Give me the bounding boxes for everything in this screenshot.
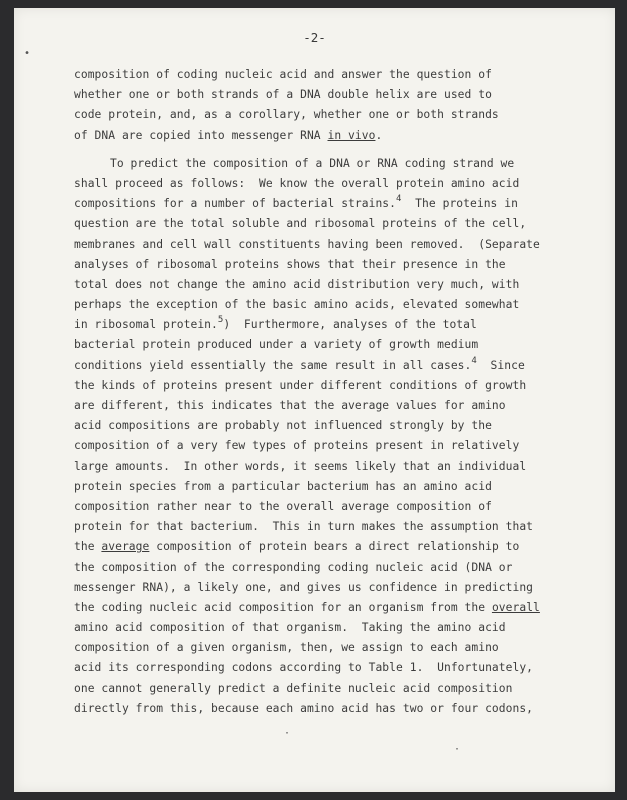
text-segment: compositions for a number of bacterial strains. [74, 197, 397, 211]
text-line [74, 436, 594, 456]
text-line [74, 105, 594, 125]
paper-speck: · [284, 728, 291, 739]
text-line [74, 618, 594, 638]
text-segment: the composition of the corresponding coding nucleic acid (DNA or [74, 560, 513, 574]
text-line [74, 214, 594, 234]
text-segment: The proteins in [401, 197, 518, 211]
text-segment: membranes and cell wall constituents having been removed. (Separate [74, 237, 540, 251]
text-line [74, 275, 594, 295]
text-segment: whether one or both strands of a DNA double helix are used to [74, 88, 492, 102]
text-line [74, 517, 594, 537]
text-segment: messenger RNA), a likely one, and gives us confidence in predicting [74, 580, 534, 594]
text-segment: question are the total soluble and ribosomal proteins of the cell, [74, 217, 527, 231]
text-segment: To predict the composition of a DNA or RNA coding strand we [110, 156, 515, 170]
text-line [74, 65, 594, 85]
text-segment: composition of a very few types of proteins present in relatively [74, 439, 520, 453]
underlined-word: in vivo [327, 128, 376, 142]
paragraph-1 [74, 65, 594, 146]
text-line [74, 638, 594, 658]
text-segment: in ribosomal protein. [74, 318, 218, 332]
text-segment: code protein, and, as a corollary, whether one or both strands [74, 108, 499, 122]
text-line [74, 457, 594, 477]
text-segment: protein for that bacterium. This in turn makes the assumption that [74, 520, 534, 534]
footnote-reference: 5 [217, 315, 224, 326]
text-line [74, 295, 594, 315]
text-segment: directly from this, because each amino acid has two or four codons, [74, 701, 534, 715]
text-segment: composition of a given organism, then, we assign to each amino [74, 641, 499, 655]
text-line [74, 558, 594, 578]
text-line [74, 194, 594, 214]
text-line [74, 315, 594, 335]
text-segment: one cannot generally predict a definite nucleic acid composition [74, 681, 513, 695]
text-line [74, 356, 594, 376]
paper-speck: • [24, 48, 31, 59]
text-line [74, 396, 594, 416]
text-segment: amino acid composition of that organism. Taking the amino acid [74, 621, 506, 635]
footnote-reference: 4 [471, 355, 477, 366]
text-line [74, 658, 594, 678]
typewritten-page [14, 8, 615, 792]
text-segment: perhaps the exception of the basic amino acids, elevated somewhat [74, 298, 520, 312]
text-line [74, 174, 594, 194]
text-line [74, 85, 594, 105]
text-line [74, 679, 594, 699]
text-segment: conditions yield essentially the same result in all cases. [74, 358, 472, 372]
text-line [74, 699, 594, 719]
text-line [74, 477, 594, 497]
text-line [74, 578, 594, 598]
text-segment: . [375, 128, 383, 142]
text-line [74, 255, 594, 275]
text-line [74, 335, 594, 355]
text-segment: acid its corresponding codons according to Table 1. Unfortunately, [74, 661, 534, 675]
text-line [74, 497, 594, 517]
text-segment: Since [476, 358, 525, 372]
text-segment: composition rather near to the overall average composition of [74, 499, 492, 513]
text-line [74, 235, 594, 255]
text-line [74, 598, 594, 618]
text-segment: are different, this indicates that the average values for amino [74, 399, 506, 412]
text-segment: protein species from a particular bacterium has an amino acid [74, 479, 492, 493]
text-segment: of DNA are copied into messenger RNA [74, 128, 328, 142]
text-line [74, 376, 594, 396]
body-text [74, 65, 594, 719]
text-segment: composition of protein bears a direct relationship to [149, 540, 520, 554]
page-number: -2- [303, 30, 326, 45]
text-segment: composition of coding nucleic acid and answer the question of [74, 68, 492, 81]
underlined-word: average [101, 540, 150, 554]
underlined-word: overall [491, 600, 540, 614]
text-segment: shall proceed as follows: We know the overall protein amino acid [74, 176, 520, 190]
text-segment: acid compositions are probably not influenced strongly by the [74, 419, 492, 433]
text-segment: the coding nucleic acid composition for an organism from the [74, 600, 492, 614]
footnote-reference: 4 [396, 194, 402, 205]
text-line [74, 154, 594, 174]
text-line [74, 126, 594, 146]
text-segment: ) Furthermore, analyses of the total [223, 318, 477, 332]
text-segment: total does not change the amino acid distribution very much, with [74, 277, 520, 291]
paragraph-2 [74, 154, 594, 719]
text-segment: bacterial protein produced under a variety of growth medium [74, 338, 479, 352]
text-segment: the [74, 540, 102, 554]
text-segment: the kinds of proteins present under different conditions of growth [74, 378, 527, 392]
text-segment: large amounts. In other words, it seems likely that an individual [74, 459, 527, 473]
paper-speck: · [454, 744, 461, 755]
text-line [74, 537, 594, 557]
text-segment: analyses of ribosomal proteins shows that their presence in the [74, 257, 506, 271]
text-line [74, 416, 594, 436]
